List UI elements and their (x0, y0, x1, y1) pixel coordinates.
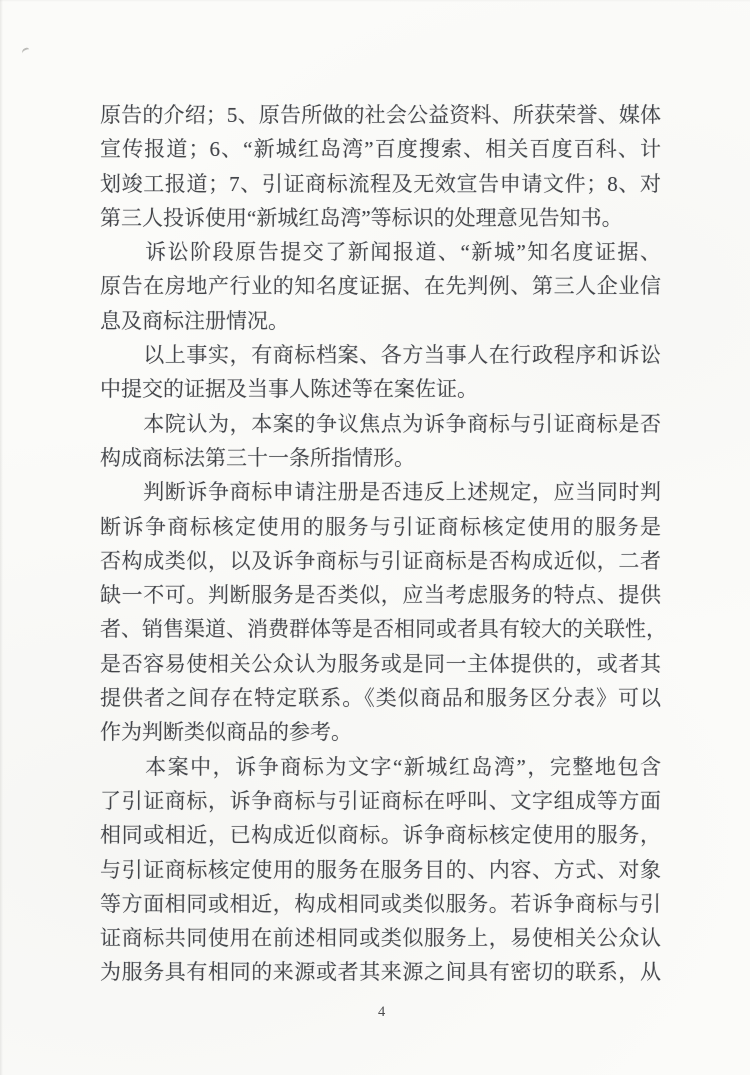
text-line: 等方面相同或相近，构成相同或类似服务。若诉争商标与引 (100, 891, 661, 916)
text-line: 是否容易使相关公众认为服务或是同一主体提供的，或者其 (100, 651, 661, 676)
text-line: 原告的介绍；5、原告所做的社会公益资料、所获荣誉、媒体 (100, 103, 661, 127)
document-body-text (100, 98, 667, 990)
text-line: 构成商标法第三十一条所指情形。 (100, 445, 415, 470)
scan-artifact-speck (21, 47, 31, 57)
text-line: 相同或相近，已构成近似商标。诉争商标核定使用的服务， (100, 823, 661, 848)
text-line: 了引证商标，诉争商标与引证商标在呼叫、文字组成等方面 (100, 788, 661, 813)
text-line: 判断诉争商标申请注册是否违反上述规定，应当同时判 (100, 480, 661, 505)
text-line: 诉讼阶段原告提交了新闻报道、“新城”知名度证据、 (100, 240, 661, 265)
text-line: 息及商标注册情况。 (100, 308, 289, 333)
text-line: 中提交的证据及当事人陈述等在案佐证。 (100, 377, 478, 402)
text-line: 作为判断类似商品的参考。 (100, 720, 352, 745)
text-line: 第三人投诉使用“新城红岛湾”等标识的处理意见告知书。 (100, 205, 623, 230)
text-line: 本案中，诉争商标为文字“新城红岛湾”，完整地包含 (100, 754, 661, 779)
text-line: 断诉争商标核定使用的服务与引证商标核定使用的服务是 (100, 514, 661, 539)
text-line: 提供者之间存在特定联系。《类似商品和服务区分表》可以 (100, 686, 661, 711)
page-number: 4 (378, 1004, 386, 1020)
text-line: 划竣工报道；7、引证商标流程及无效宣告申请文件；8、对 (100, 171, 661, 196)
text-line: 宣传报道；6、“新城红岛湾”百度搜索、相关百度百科、计 (100, 137, 661, 162)
text-line: 原告在房地产行业的知名度证据、在先判例、第三人企业信 (100, 274, 661, 299)
text-line: 以上事实，有商标档案、各方当事人在行政程序和诉讼 (100, 343, 661, 368)
text-line: 者、销售渠道、消费群体等是否相同或者具有较大的关联性， (100, 617, 667, 642)
text-line: 缺一不可。判断服务是否类似，应当考虑服务的特点、提供 (100, 583, 661, 608)
text-line: 证商标共同使用在前述相同或类似服务上，易使相关公众认 (100, 926, 661, 951)
text-line: 否构成类似，以及诉争商标与引证商标是否构成近似，二者 (100, 548, 661, 573)
text-line: 本院认为，本案的争议焦点为诉争商标与引证商标是否 (100, 411, 661, 436)
text-line: 与引证商标核定使用的服务在服务目的、内容、方式、对象 (100, 857, 661, 882)
text-line: 为服务具有相同的来源或者其来源之间具有密切的联系，从 (100, 960, 661, 985)
